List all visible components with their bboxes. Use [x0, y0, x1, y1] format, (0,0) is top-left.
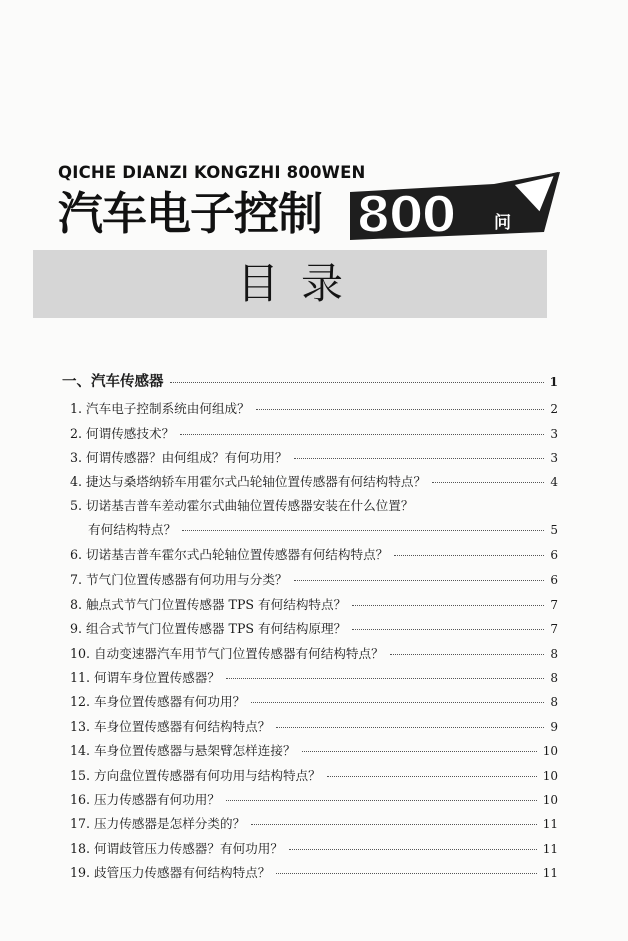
toc-item[interactable]: [70, 716, 558, 735]
toc-item[interactable]: [70, 447, 558, 466]
toc-item[interactable]: [70, 740, 558, 759]
toc-item-label: 2. 何谓传感技术？: [70, 426, 175, 441]
leader-dots: [251, 701, 544, 703]
toc-page-number: 3: [550, 427, 558, 441]
toc-page-number: 6: [550, 573, 558, 587]
toc-item-label: 15. 方向盘位置传感器有何功用与结构特点？: [70, 768, 321, 783]
toc-page-number: 8: [550, 695, 558, 709]
toc-item-label: 5. 切诺基吉普车差动霍尔式曲轴位置传感器安装在什么位置？: [70, 498, 414, 513]
toc-page-number: 10: [542, 744, 558, 758]
toc-item[interactable]: [70, 862, 558, 881]
toc-page-number: 5: [550, 523, 558, 537]
toc-page-number: 6: [550, 548, 558, 562]
800-badge: [344, 170, 562, 248]
leader-dots: [352, 628, 544, 630]
leader-dots: [390, 653, 545, 655]
toc-page-number: 7: [550, 622, 558, 636]
leader-dots: [182, 529, 544, 531]
toc-item-label: 19. 歧管压力传感器有何结构特点？: [70, 865, 271, 880]
toc-item-label: 3. 何谓传感器？由何组成？有何功用？: [70, 450, 288, 465]
toc-page-number: 7: [550, 598, 558, 612]
toc-item-label: 有何结构特点？: [88, 522, 177, 537]
toc-item-label: 14. 车身位置传感器与悬架臂怎样连接？: [70, 743, 296, 758]
toc-page-number: 10: [542, 793, 558, 807]
leader-dots: [226, 677, 544, 679]
toc-item-continuation[interactable]: [88, 519, 558, 538]
toc-item[interactable]: [70, 691, 558, 710]
toc-item[interactable]: [70, 594, 558, 613]
leader-dots: [432, 481, 544, 483]
toc-page-number: 11: [542, 842, 558, 856]
toc-item-label: 17. 压力传感器是怎样分类的？: [70, 816, 246, 831]
toc-item[interactable]: [70, 495, 558, 514]
leader-dots: [251, 823, 537, 825]
book-title: [58, 184, 568, 244]
leader-dots: [226, 799, 537, 801]
toc-item[interactable]: [70, 618, 558, 637]
toc-item-label: 4. 捷达与桑塔纳轿车用霍尔式凸轮轴位置传感器有何结构特点？: [70, 474, 427, 489]
toc-item-label: 8. 触点式节气门位置传感器 TPS 有何结构特点？: [70, 597, 347, 612]
leader-dots: [276, 872, 536, 874]
chinese-title: 汽车电子控制: [58, 187, 323, 240]
toc-item[interactable]: [70, 423, 558, 442]
badge-suffix: 问: [494, 213, 511, 233]
toc-page-number: 10: [542, 769, 558, 783]
toc-item-label: 11. 何谓车身位置传感器？: [70, 670, 220, 685]
toc-item-label: 6. 切诺基吉普车霍尔式凸轮轴位置传感器有何结构特点？: [70, 547, 389, 562]
toc-item[interactable]: [70, 544, 558, 563]
leader-dots: [294, 457, 545, 459]
leader-dots: [256, 408, 545, 410]
toc-page-number: 2: [550, 402, 558, 416]
toc-item-label: 18. 何谓歧管压力传感器？有何功用？: [70, 841, 283, 856]
toc-item-label: 1. 汽车电子控制系统由何组成？: [70, 401, 250, 416]
toc-page-number: 4: [550, 475, 558, 489]
toc-item[interactable]: [70, 667, 558, 686]
toc-banner: [33, 250, 547, 318]
toc-page-number: 8: [550, 647, 558, 661]
toc-item[interactable]: [70, 398, 558, 417]
pinyin-title: QICHE DIANZI KONGZHI 800WEN: [58, 163, 366, 182]
leader-dots: [180, 433, 544, 435]
leader-dots: [294, 579, 545, 581]
toc-page-number: 11: [542, 817, 558, 831]
toc-heading: 目录: [236, 259, 365, 308]
toc-item[interactable]: [70, 569, 558, 588]
leader-dots: [327, 775, 537, 777]
toc-page-number: 3: [550, 451, 558, 465]
toc-page-number: 8: [550, 671, 558, 685]
toc-page-number: 11: [542, 866, 558, 880]
toc-item-label: 16. 压力传感器有何功用？: [70, 792, 220, 807]
toc-section-label: 一、汽车传感器: [62, 374, 164, 390]
leader-dots: [394, 554, 544, 556]
toc-page-number: 9: [550, 720, 558, 734]
toc-item[interactable]: [70, 789, 558, 808]
leader-dots: [170, 381, 544, 383]
leader-dots: [289, 848, 537, 850]
leader-dots: [276, 726, 544, 728]
leader-dots: [302, 750, 537, 752]
toc-item-label: 7. 节气门位置传感器有何功用与分类？: [70, 572, 288, 587]
toc-item-label: 13. 车身位置传感器有何结构特点？: [70, 719, 271, 734]
toc-item[interactable]: [70, 838, 558, 857]
toc-item[interactable]: [70, 471, 558, 490]
toc-item-label: 9. 组合式节气门位置传感器 TPS 有何结构原理？: [70, 621, 347, 636]
toc-item-label: 10. 自动变速器汽车用节气门位置传感器有何结构特点？: [70, 646, 384, 661]
toc-item[interactable]: [70, 765, 558, 784]
toc-item[interactable]: [70, 643, 558, 662]
toc-item-label: 12. 车身位置传感器有何功用？: [70, 694, 246, 709]
badge-number: 800: [356, 186, 455, 244]
toc-item[interactable]: [70, 813, 558, 832]
leader-dots: [352, 604, 544, 606]
toc-page-number: 1: [549, 375, 558, 389]
toc-section-1[interactable]: [62, 370, 558, 391]
